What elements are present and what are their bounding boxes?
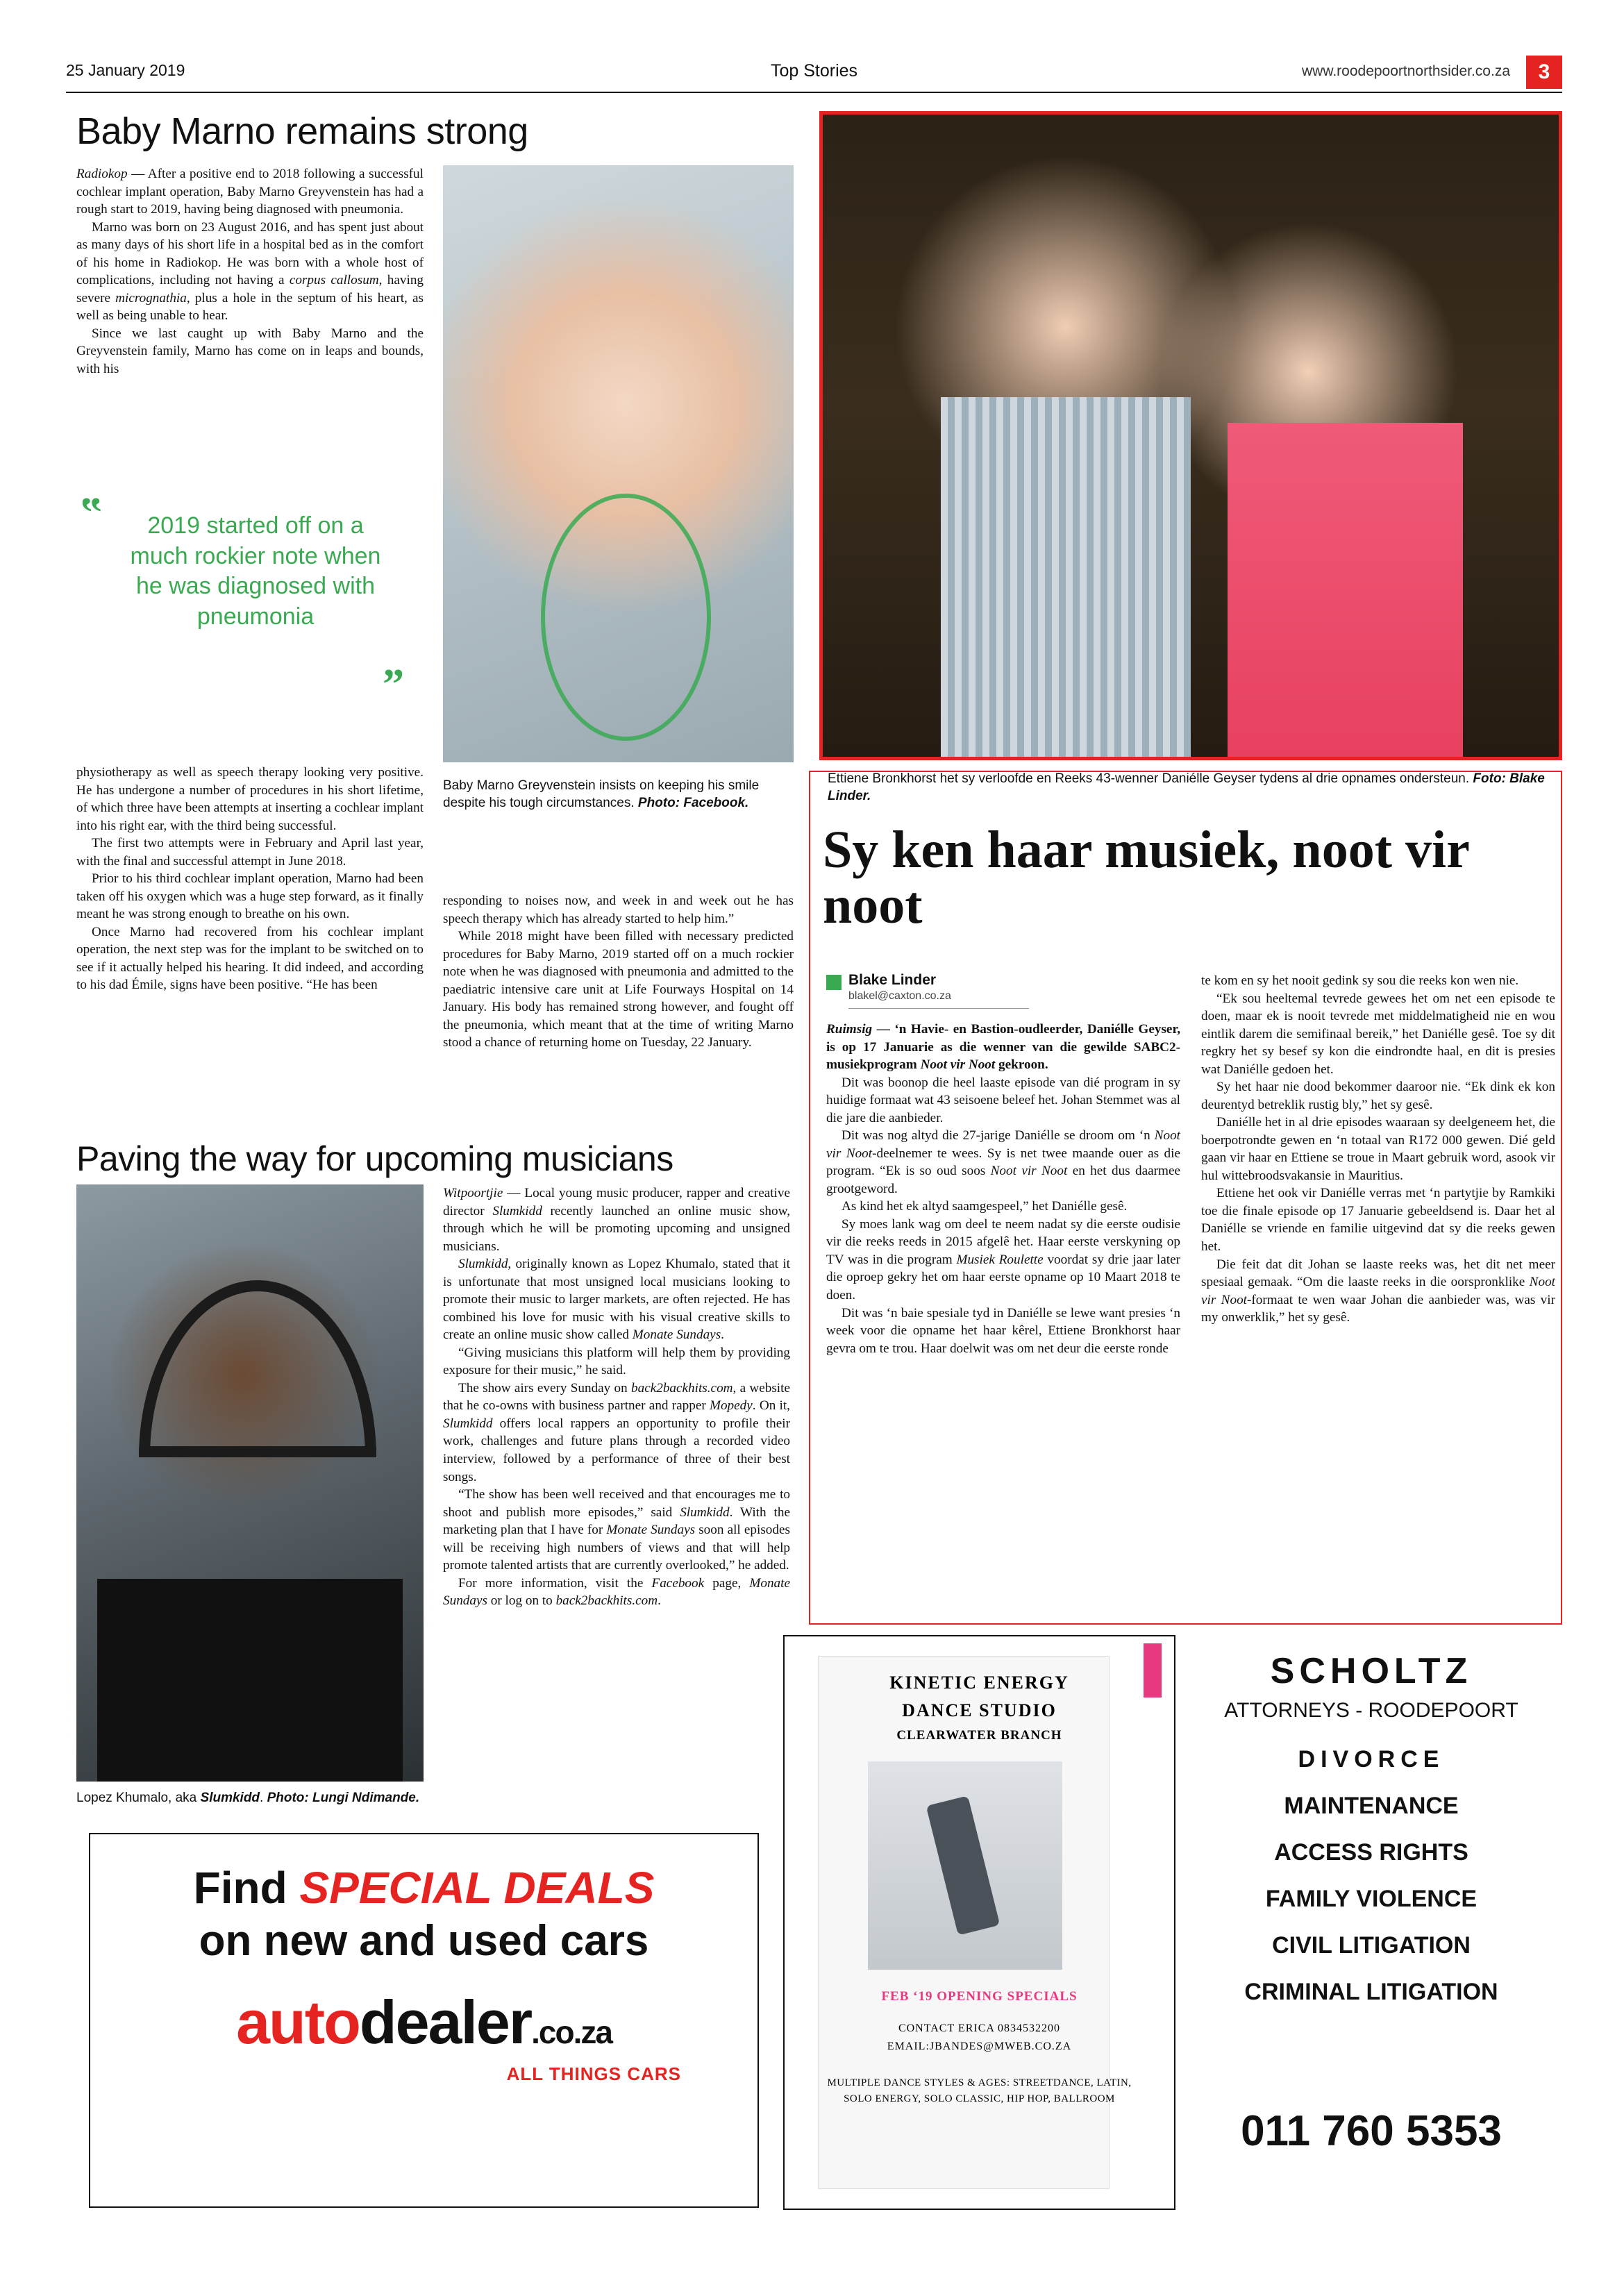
paving-article-column-1 [443, 1184, 790, 1610]
page-number-badge: 3 [1526, 56, 1562, 89]
caption-credit: Photo: Facebook. [637, 795, 749, 810]
paragraph: Ruimsig — ‘n Havie- en Bastion-oudleerder, Daniélle Geyser, is op 17 Januarie as die wenner van die gewilde SABC2-musiekprogram Noot vir Noot gekroon. [826, 1022, 1180, 1073]
paragraph: responding to noises now, and week in and week out he has speech therapy which has already started to help him.” [443, 894, 794, 926]
ad-autodealer-line1-plain: Find [193, 1863, 300, 1913]
photo-ettiene-danielle [819, 111, 1562, 760]
paragraph: For more information, visit the Facebook page, Monate Sundays or log on to back2backhits.com. [443, 1575, 790, 1609]
paragraph: Sy het haar nie dood bekommer daaroor nie. “Ek dink ek kon deurentyd betreklik rustig bly,” het sy gesê. [1201, 1080, 1555, 1112]
ad-scholtz-service-4: CIVIL LITIGATION [1272, 1932, 1471, 1959]
ad-scholtz-subtitle: ATTORNEYS - ROODEPOORT [1224, 1699, 1518, 1722]
ad-autodealer-line1 [90, 1862, 757, 1913]
ad-scholtz-service-2: ACCESS RIGHTS [1274, 1839, 1468, 1866]
ad-kinetic-energy-dance-studio[interactable] [783, 1635, 1175, 2210]
paragraph: “Giving musicians this platform will help them by providing exposure for their music,” he said. [443, 1345, 790, 1378]
ad-autodealer-line2: on new and used cars [199, 1917, 649, 1965]
caption-text: Lopez Khumalo, aka Slumkidd. [76, 1791, 264, 1805]
paragraph: Once Marno had recovered from his cochlear implant operation, the next step was for the implant to be switched on to see if it actually helped his hearing. It did indeed, and according to his dad Émile, signs have been positive. “He has been [76, 924, 424, 993]
paragraph: Witpoortjie — Local young music producer, rapper and creative director Slumkidd recently launched an online music show, through which he will be promoting upcoming and unsigned musicians. [443, 1186, 790, 1254]
website-url: www.roodepoortnorthsider.co.za [1302, 63, 1510, 79]
ad-scholtz-service-list [1180, 1746, 1562, 2025]
ad-autodealer[interactable] [89, 1833, 759, 2208]
paragraph: Daniélle het in al drie episodes waaraan sy deelgeneem het, die boerpotrondte gewen en ‘n totaal van R172 000 gewen. Dié geld gaan vir haar en Ettiene se troue in Maart gebruik word, asook vir hul wittebroodsvakansie in Mauritius. [1201, 1115, 1555, 1183]
quote-close-icon: ” [383, 660, 404, 708]
baby-article-column-1 [76, 165, 424, 378]
ad-scholtz-attorneys[interactable] [1180, 1635, 1562, 2210]
ad-autodealer-tagline: ALL THINGS CARS [506, 2063, 681, 2084]
musiek-article-column-2 [1201, 972, 1555, 1327]
paragraph: Dit was boonop die heel laaste episode van dié program in sy huidige formaat wat 43 seisoene beleef het. Johan Stemmet was al die jare die aanbieder. [826, 1075, 1180, 1125]
caption-text: Ettiene Bronkhorst het sy verloofde en Reeks 43-wenner Daniélle Geyser tydens al drie opnames ondersteun. [828, 771, 1470, 786]
headline-baby-marno: Baby Marno remains strong [76, 110, 528, 152]
paragraph: The first two attempts were in February and April last year, with the final and successful attempt in June 2018. [76, 836, 424, 869]
paragraph: Radiokop — After a positive end to 2018 following a successful cochlear implant operation, Baby Marno Greyvenstein has had a rough start to 2019, having being diagnosed with pneumonia. [76, 167, 424, 217]
paragraph: Prior to his third cochlear implant operation, Marno had been taken off his oxygen which was a huge step forward, as it finally meant he was strong enough to breathe on his own. [76, 871, 424, 922]
byline-email[interactable]: blakel@caxton.co.za [848, 990, 951, 1002]
ad-scholtz-service-0: DIVORCE [1298, 1746, 1445, 1773]
paragraph: As kind het ek altyd saamgespeel,” het Daniélle gesê. [842, 1199, 1128, 1214]
ad-scholtz-service-1: MAINTENANCE [1284, 1793, 1459, 1819]
ad-autodealer-logo-suffix: .co.za [531, 2014, 612, 2050]
paragraph: Dit was ‘n baie spesiale tyd in Daniélle se lewe want presies ‘n week voor die opname het haar kêrel, Ettiene Bronkhorst haar gevra om te trou. Haar doelwit was om net deur die eerste ronde [826, 1305, 1180, 1356]
ad-autodealer-logo-part2: dealer [359, 1988, 532, 2056]
issue-date: 25 January 2019 [66, 61, 185, 79]
masthead-divider [66, 92, 1562, 93]
quote-open-icon: ” [81, 489, 102, 537]
byline-name: Blake Linder [848, 972, 937, 988]
pull-quote [76, 489, 424, 708]
paragraph: Slumkidd, originally known as Lopez Khumalo, stated that it is unfortunate that most unsigned local musicians looking to promote their music to larger markets, are often rejected. He has combined his love for music with his visual creative skills to create an online music show called Monate Sundays. [443, 1257, 790, 1343]
baby-article-column-1b [76, 764, 424, 994]
paragraph: Sy moes lank wag om deel te neem nadat sy die eerste oudisie vir die reeks reeds in 2015 afgelê het. Haar eerste verskyning op TV was in die program Musiek Roulette voordat sy drie jaar later die oproep gekry het om haar eerste opname op 10 Maart 2018 te doen. [826, 1216, 1181, 1302]
ad-dance-styles: MULTIPLE DANCE STYLES & AGES: STREETDANCE, LATIN, SOLO ENERGY, SOLO CLASSIC, HIP HOP, BALLROOM [827, 2077, 1132, 2105]
ad-dance-title1: KINETIC ENERGY [889, 1673, 1069, 1693]
musiek-article-column-1 [826, 1021, 1180, 1357]
ad-autodealer-logo [90, 1987, 757, 2058]
pull-quote-text: 2019 started off on a much rockier note when he was diagnosed with pneumonia [130, 512, 381, 630]
caption-lopez-khumalo [76, 1790, 424, 1807]
photo-baby-marno [443, 165, 794, 762]
ad-scholtz-service-5: CRIMINAL LITIGATION [1244, 1979, 1498, 2005]
paragraph: Ettiene het ook vir Daniélle verras met ‘n partytjie by Ramkiki toe die finale episode op 17 Januarie gebeeldsend is. Daar het al Daniélle se vriende en familie uitgevind dat sy die reeks gewen het. [1201, 1186, 1555, 1254]
ad-dance-photo [868, 1761, 1062, 1970]
ad-dance-title2: DANCE STUDIO [902, 1700, 1057, 1720]
paragraph: Marno was born on 23 August 2016, and has spent just about as many days of his short life in a hospital bed as in the comfort of his home in Radiokop. He was born with a whole host of complications, including not having a corpus callosum, having severe micrognathia, plus a hole in the septum of his heart, as well as being unable to hear. [76, 219, 424, 324]
byline-divider [848, 1008, 1029, 1009]
ad-scholtz-phone[interactable]: 011 760 5353 [1241, 2107, 1502, 2155]
paragraph: The show airs every Sunday on back2backhits.com, a website that he co-owns with business partner and rapper Mopedy. On it, Slumkidd offers local rappers an opportunity to profile their work, challenges and future plans through a recorded video interview, followed by a performance of three of their best songs. [443, 1380, 790, 1484]
ad-dance-email[interactable]: EMAIL:JBANDES@MWEB.CO.ZA [887, 2041, 1072, 2052]
caption-credit: Photo: Lungi Ndimande. [267, 1791, 420, 1805]
headline-sy-ken-haar-musiek: Sy ken haar musiek, noot vir noot [823, 821, 1469, 935]
byline-marker-icon [826, 975, 842, 990]
caption-baby-marno [443, 778, 794, 812]
ad-dance-specials: FEB ‘19 OPENING SPECIALS [881, 1989, 1078, 2004]
headline-paving-the-way: Paving the way for upcoming musicians [76, 1139, 673, 1178]
ad-dance-title3: CLEARWATER BRANCH [896, 1728, 1062, 1743]
paragraph: te kom en sy het nooit gedink sy sou die reeks kon wen nie. [1201, 973, 1519, 988]
baby-article-column-2 [443, 892, 794, 1052]
paragraph: “Ek sou heeltemal tevrede gewees het om net een episode te doen, maar ek is nooit tevrede met middelmatigheid nie en wou eintlik darem die semifinaal bereik,” het Daniélle gesê. Toe sy dit regkry het sy besef sy kon die eindrondte haal, en dit is presies wat Daniélle gedoen het. [1201, 991, 1555, 1077]
ad-scholtz-brand: SCHOLTZ [1270, 1651, 1473, 1691]
caption-credit: Foto: Blake Linder. [828, 771, 1545, 803]
paragraph: “The show has been well received and that encourages me to shoot and publish more episodes,” said Slumkidd. With the marketing plan that I have for Monate Sundays soon all episodes will be receiving high numbers of views and that will help promote talented artists that are currently overlooked,” he added. [443, 1487, 790, 1573]
ad-autodealer-logo-part1: auto [236, 1988, 360, 2056]
masthead [66, 61, 1562, 89]
paragraph: While 2018 might have been filled with necessary predicted procedures for Baby Marno, 2019 started off on a much rockier note when he was diagnosed with pneumonia and admitted to the paediatric intensive care unit at Life Fourways Hospital on 14 January. His body has remained strong however, and fought off the pneumonia, which meant that at the time of writing Marno stood a chance of returning home on Tuesday, 22 January. [443, 929, 794, 1050]
ad-scholtz-service-3: FAMILY VIOLENCE [1265, 1886, 1477, 1912]
section-title: Top Stories [770, 61, 858, 81]
caption-text: Baby Marno Greyvenstein insists on keeping his smile despite his tough circumstances. [443, 778, 760, 810]
paragraph: physiotherapy as well as speech therapy looking very positive. He has undergone a number of procedures in his short lifetime, of which three have been attempts at inserting a cochlear implant into his right ear, with the third being successful. [76, 765, 424, 833]
ad-dance-contact: CONTACT ERICA 0834532200 [898, 2022, 1061, 2034]
paragraph: Die feit dat dit Johan se laaste reeks was, het dit net meer spesiaal gemaak. “Om die laaste reeks in die oorspronklike Noot vir Noot-formaat te wen waar Johan die aanbieder was, was vir my onwerklik,” het sy gesê. [1201, 1257, 1555, 1325]
photo-lopez-khumalo [76, 1184, 424, 1782]
paragraph: Since we last caught up with Baby Marno and the Greyvenstein family, Marno has come on in leaps and bounds, with his [76, 326, 424, 376]
ad-autodealer-line1-highlight: SPECIAL DEALS [299, 1863, 655, 1913]
paragraph: Dit was nog altyd die 27-jarige Daniélle se droom om ‘n Noot vir Noot-deelnemer te wees. Sy is net twee maande ouer as die program. “Ek is so oud soos Noot vir Noot en het dus daarmee grootgeword. [826, 1128, 1180, 1196]
